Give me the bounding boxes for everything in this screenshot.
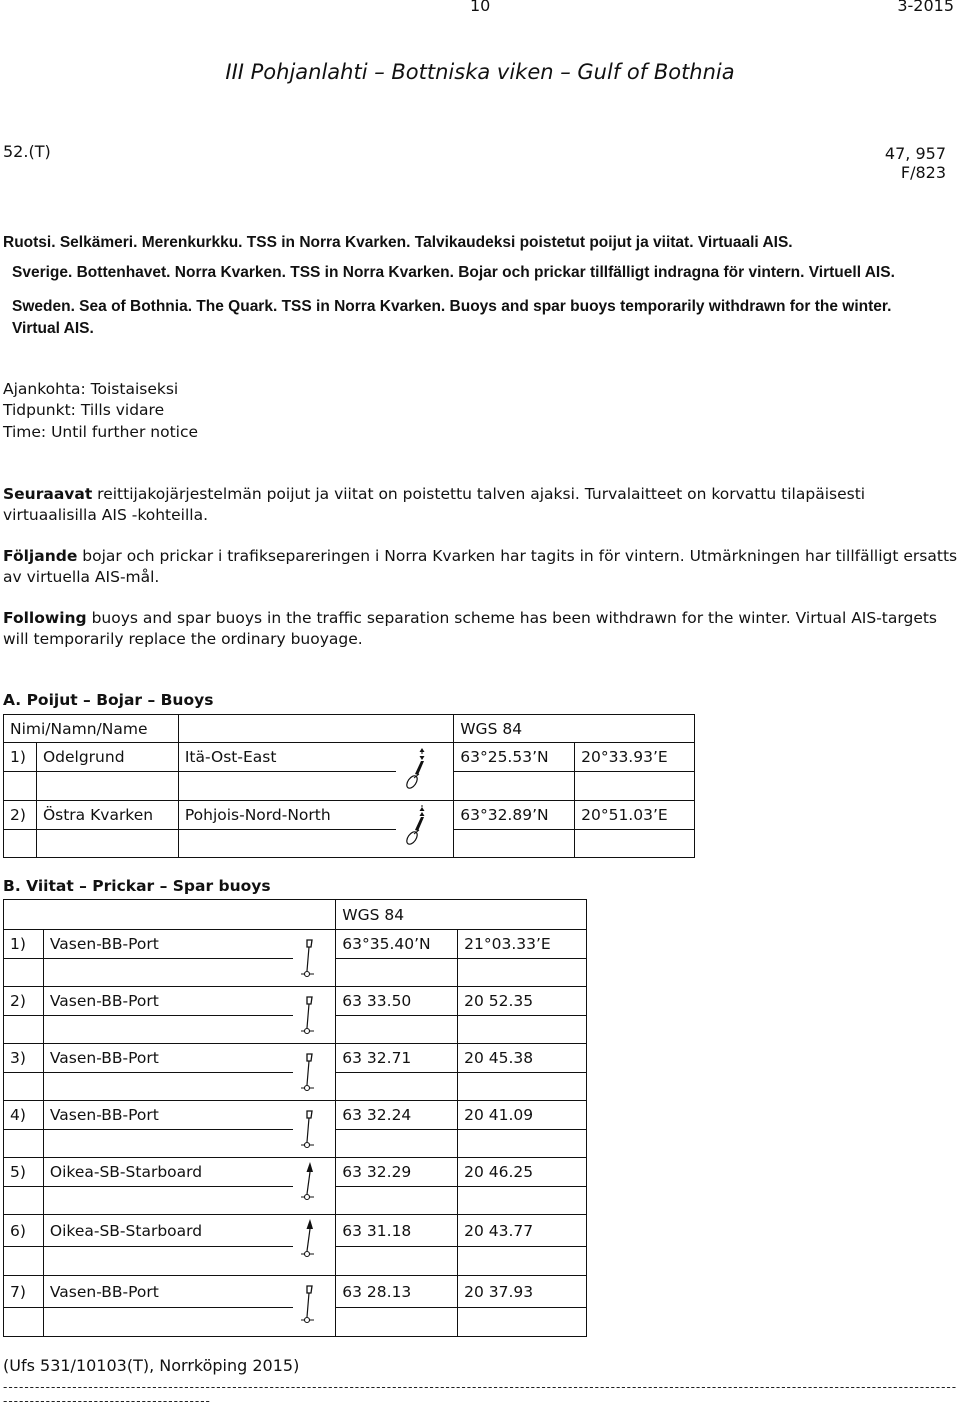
table-row [4,1101,587,1130]
spar-name: Vasen-BB-Port [43,1276,293,1308]
buoys-table [3,714,695,858]
subject-swedish: Sverige. Bottenhavet. Norra Kvarken. TSS in Norra Kvarken. Bojar och prickar tillfälligt indragna för vintern. Virtuell AIS. [12,264,895,281]
paragraph-text: reittijakojärjestelmän poijut ja viitat on poistettu talven ajaksi. Turvalaitteet on korvattu tilapäisesti virtuaalisilla AIS -kohteilla. [3,485,866,524]
spar-name: Vasen-BB-Port [43,1101,293,1130]
port-spar-buoy-icon [301,1110,317,1150]
table-row [4,930,587,959]
chart-numbers: 47, 957 [884,144,946,163]
notice-number: 52.(T) [3,142,51,161]
east-cardinal-buoy-icon [402,747,428,793]
buoy-type: Itä-Ost-East [178,743,396,772]
time-swedish: Tidpunkt: Tills vidare [3,401,165,419]
buoy-name: Odelgrund [36,743,178,772]
row-number: 2) [4,987,44,1016]
section-a-heading: A. Poijut – Bojar – Buoys [3,691,214,709]
port-spar-buoy-icon [301,996,317,1036]
starboard-spar-buoy-icon [301,1162,317,1202]
row-number: 7) [4,1276,44,1308]
longitude: 20 46.25 [458,1158,587,1187]
port-spar-buoy-icon [301,1285,317,1325]
paragraph-lead: Following [3,609,87,627]
row-number: 5) [4,1158,44,1187]
longitude: 20°51.03’E [575,801,695,830]
longitude: 20 52.35 [458,987,587,1016]
page-number: 10 [470,0,491,15]
buoy-type: Pohjois-Nord-North [178,801,396,830]
divider-line: -------------------------------------------------------------------------------------------------------------------------------------------------------------------------------------------------------------------------- [3,1380,958,1408]
longitude: 21°03.33’E [458,930,587,959]
row-number: 1) [4,930,44,959]
row-number: 4) [4,1101,44,1130]
longitude: 20°33.93’E [575,743,695,772]
table-row [4,801,695,830]
subject-english: Sweden. Sea of Bothnia. The Quark. TSS in Norra Kvarken. Buoys and spar buoys temporarily withdrawn for the winter. [12,298,892,315]
row-number: 2) [4,801,37,830]
latitude: 63 28.13 [336,1276,458,1308]
page-title: III Pohjanlahti – Bottniska viken – Gulf of Bothnia [225,60,735,84]
paragraph-finnish [3,484,958,526]
paragraph-lead: Seuraavat [3,485,93,503]
header-wgs: WGS 84 [454,715,695,743]
longitude: 20 37.93 [458,1276,587,1308]
subject-english-cont: Virtual AIS. [12,320,94,337]
latitude: 63 32.29 [336,1158,458,1187]
row-number: 1) [4,743,37,772]
paragraph-lead: Följande [3,547,78,565]
spar-name: Vasen-BB-Port [43,987,293,1016]
paragraph-text: bojar och prickar i trafiksepareringen i Norra Kvarken har tagits in för vintern. Utmärkningen har tillfälligt ersatts av virtuella AIS-mål. [3,547,958,586]
latitude: 63 31.18 [336,1215,458,1247]
table-row [4,743,695,772]
spar-buoys-table [3,899,587,1337]
latitude: 63 33.50 [336,987,458,1016]
latitude: 63°35.40’N [336,930,458,959]
north-cardinal-buoy-icon [402,803,428,849]
table-row-spacer [4,772,695,801]
spar-name: Oikea-SB-Starboard [43,1215,293,1247]
subject-finnish: Ruotsi. Selkämeri. Merenkurkku. TSS in Norra Kvarken. Talvikaudeksi poistetut poijut ja viitat. Virtuaali AIS. [3,234,793,251]
header-name: Nimi/Namn/Name [4,715,179,743]
paragraph-text: buoys and spar buoys in the traffic separation scheme has been withdrawn for the winter. Virtual AIS-targets will temporarily replace the ordinary buoyage. [3,609,938,648]
header-wgs: WGS 84 [336,900,587,930]
spar-name: Oikea-SB-Starboard [43,1158,293,1187]
chart-sub-number: F/823 [900,163,946,182]
latitude: 63 32.71 [336,1044,458,1073]
starboard-spar-buoy-icon [301,1219,317,1259]
paragraph-swedish [3,546,958,588]
table-header-row [4,900,587,930]
longitude: 20 45.38 [458,1044,587,1073]
port-spar-buoy-icon [301,939,317,979]
table-row [4,1044,587,1073]
time-finnish: Ajankohta: Toistaiseksi [3,380,179,398]
issue-number: 3-2015 [897,0,954,15]
table-header-row [4,715,695,743]
latitude: 63°25.53’N [454,743,575,772]
table-row [4,987,587,1016]
spar-name: Vasen-BB-Port [43,1044,293,1073]
row-number: 6) [4,1215,44,1247]
table-row [4,1276,587,1308]
buoy-name: Östra Kvarken [36,801,178,830]
section-b-heading: B. Viitat – Prickar – Spar buoys [3,877,271,895]
latitude: 63°32.89’N [454,801,575,830]
latitude: 63 32.24 [336,1101,458,1130]
table-row-spacer [4,830,695,858]
paragraph-english [3,608,958,650]
table-row [4,1215,587,1247]
source-reference: (Ufs 531/10103(T), Norrköping 2015) [3,1356,300,1375]
longitude: 20 43.77 [458,1215,587,1247]
port-spar-buoy-icon [301,1053,317,1093]
spar-name: Vasen-BB-Port [43,930,293,959]
table-row [4,1158,587,1187]
longitude: 20 41.09 [458,1101,587,1130]
time-english: Time: Until further notice [3,423,199,441]
row-number: 3) [4,1044,44,1073]
